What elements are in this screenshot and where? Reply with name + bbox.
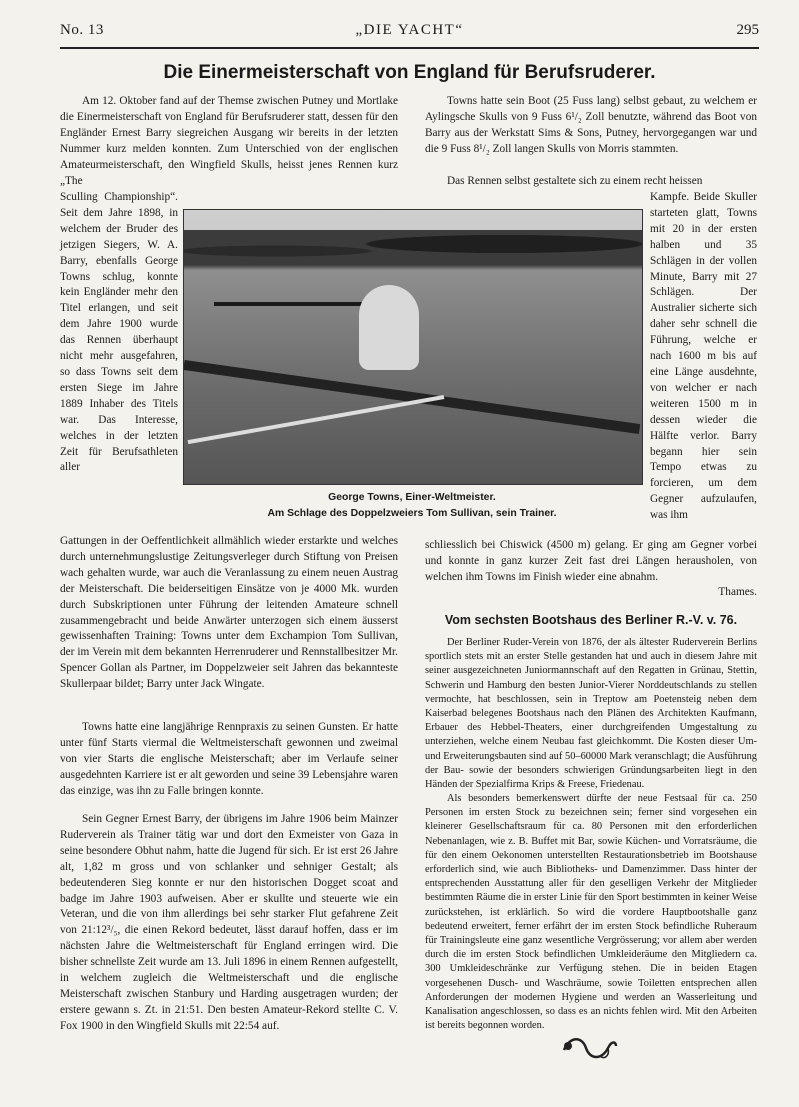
second-article-title: Vom sechsten Bootshaus des Berliner R.-V. v. 76. bbox=[444, 613, 738, 627]
magazine-name: „DIE YACHT“ bbox=[355, 22, 464, 38]
boathouse-paragraph-2: Als besonders bemerkenswert dürfte der neue Festsaal für ca. 250 Personen im ersten Stock zu bezeichnen sein; ferner sind vorgesehen ein kleinerer Gesellschaftsraum für ca. 80 Personen mit den erforderlichen Nebenanlagen, wie z. B. Buffet mit Bar, sowie Küchen- und Vorratsräume, die für den einem Oekonomen unterstellten Restaurationsbetrieb im Bootshause erforderlich sind, wie auch Bibliotheks- und Damenzimmer. Dass hinter der entsprechenden Ausstattung aller für den geselligen Verkehr der Mitglieder bestimmten Räume die in erster Linie für den Sport bestimmten in keiner Weise zurückstehen, ist erklärlich. So wird die vordere Hauptbootshalle ganz bedeutend erweitert, ferner erfährt der im ersten Stock befindliche Ruheraum für Trainingsleute eine ganz wesentliche Vergrösserung; vor allem aber werden durch die im ersten Stock befindlichen Umkleideräume den Mitgliedern ca. 300 Umkleideschränke zur Verfügung stehen. Die in beiden Etagen vorgesehenen Dusch- und Waschräume, sowie Toiletten entsprechen allen Anforderungen der modernen Hygiene und werden an Wasserleitung und Kanalisation angeschlossen, so dass es an nichts fehlen wird. Mit den Arbeiten ist bereits begonnen worden. bbox=[425, 793, 757, 1032]
photo-single-scull bbox=[183, 360, 640, 434]
page-header bbox=[60, 22, 759, 46]
right-narrow-paragraph: Kampfe. Beide Skuller starteten glatt, Towns mit 20 in der ersten halben und 35 Schlägen in der vollen Minute, Barry mit 27 Schlägen. Der Australier sicherte sich daher sehr schnell die Führung, welche er nach 1600 m bis auf eine Länge ausdehnte, von welcher er nach weiteren 1500 m in dessen wieder die Hälfte verlor. Barry begann hier sein Tempo etwas zu forcieren, um dem Gegner aufzulaufen, was ihm bbox=[650, 191, 757, 522]
boathouse-paragraph-1: Der Berliner Ruder-Verein von 1876, der als ältester Ruderverein Berlins sportlich stets mit an erster Stelle gestanden hat und auch in diesem Jahre mit seiner ausgezeichneten Juniormannschaft auf den Regatten in Grünau, Stettin, Schwerin und Hamburg den besten Junior-Vierer Norddeutschlands zu stellen vermochte, hat beschlossen, sein in Treptow am Poetensteig neben dem Kaiserbad belegenes Bootshaus nach den Plänen des Architekten Kaufmann, Erbauer des Hebbel-Theaters, einer durchgreifenden Umgestaltung zu unterziehen, welche einem Neubau fast gleichkommt. Die Kosten dieser Um- und Erweiterungsbauten sind auf 50–60000 Mark veranschlagt; die Ausführung der Bau- sowie der besonders schwierigen Gründungsarbeiten liegt in den Händen der Spezialfirma Krips & Freese, Friedenau. bbox=[425, 637, 757, 791]
left-paragraph-2: Towns hatte eine langjährige Rennpraxis zu seinen Gunsten. Er hatte unter fünf Starts viermal die Weltmeisterschaft gewonnen und zweimal von vier Starts die englische Meisterschaft; aber im Verlaufe seiner ausgedehnten Karriere ist er alt geworden und seine 39 Lebensjahre waren das einzige, was ihn zu Falle bringen konnte. bbox=[60, 721, 398, 797]
article-author: Thames. bbox=[718, 586, 757, 598]
photo-oar bbox=[188, 395, 445, 444]
left-intro-paragraph: Am 12. Oktober fand auf der Themse zwischen Putney und Mortlake die Einermeisterschaft von England für Berufsruderer statt, dessen für den Engländer Ernest Barry siegreichen Ausgang wir bereits in der letzten Nummer kurz melden konnten. Zum Unterschied von der englischen Amateurmeisterschaft, den Wingfield Skulls, heisst jenes Rennen kurz „The bbox=[60, 95, 398, 187]
rower-photo bbox=[183, 209, 643, 485]
photo-rower bbox=[359, 285, 419, 370]
page-number: 295 bbox=[736, 22, 759, 38]
left-paragraph-1: Gattungen in der Oeffentlichkeit allmählich wieder erstarkte und welches durch unternehmungslustige Zeitungsverleger durch Stiftung von Preisen wach gehalten wurde, war auch die Veranlassung zu einem neuen Austrag der Meisterschaft. Die beiderseitigen Einsätze von je 4000 Mk. wurden durch Subskriptionen unter Führung der leitenden Amateure schnell zusammengebracht und beide Anwärter unterzogen sich einem äusserst gewissenhaften Training: Towns unter dem Exchampion Tom Sullivan, der im Verein mit dem bekannten Herrenruderer und Rennstallbesitzer Mr. Spencer Gollan als Partner, im Doppelzweier seit Jahren das bekannteste Skullerpaar bildet; Barry unter Jack Wingate. bbox=[60, 535, 398, 691]
photo-caption-2: Am Schlage des Doppelzweiers Tom Sullivan, sein Trainer. bbox=[267, 508, 557, 519]
issue-number: No. 13 bbox=[60, 22, 104, 38]
right-paragraph-2: Das Rennen selbst gestaltete sich zu einem recht heissen bbox=[447, 175, 703, 187]
left-narrow-paragraph: Sculling Championship“. Seit dem Jahre 1898, in welchem der Bruder des jetzigen Siegers, W. A. Barry, ebenfalls George Towns schlug, konnte kein Engländer mehr den Titel erlangen, und seit dem Jahre 1900 wurde das Rennen überhaupt nicht mehr ausgefahren, so dass Towns seit dem ersten Siege im Jahre 1889 Inhaber des Titels war. Das Interesse, welches in der letzten Zeit für Berufsathleten aller bbox=[60, 191, 178, 474]
article-title: Die Einermeisterschaft von England für Berufsruderer. bbox=[163, 62, 656, 83]
header-rule bbox=[60, 47, 759, 49]
right-paragraph-1: Towns hatte sein Boot (25 Fuss lang) selbst gebaut, zu welchem er Aylingsche Skulls von 9 Fuss 6¹/₂ Zoll benutzte, während das Boot von Barry aus der Werkstatt Sims & Sons, Putney, hervorgegangen war und die 9 Fuss 8¹/₂ Zoll langen Skulls von Morris stammten. bbox=[425, 95, 757, 155]
sea-serpent-ornament-icon bbox=[560, 1030, 620, 1066]
left-paragraph-3: Sein Gegner Ernest Barry, der übrigens im Jahre 1906 beim Mainzer Ruderverein als Trainer tätig war und dort den Exmeister von Gaza in seine besondere Obhut nahm, hatte die Jugend für sich. Er ist erst 26 Jahre alt, 1,82 m gross und von schlanker und sehniger Gestalt; als bedeutenderen Sieg konnte er nur den historischen Dogget scoat and badge im Jahre 1903 aufweisen. Aber er skullte und steuerte wie ein Veteran, und die von ihm allerdings bei sehr starker Flut gefahrene Zeit von 21:12³/₅, die einen Rekord bedeutet, lässt darauf hoffen, dass er im nächsten Jahre die Weltmeisterschaft für England erringen wird. Die bisher schnellste Zeit wurde am 13. Juli 1896 in einem Rennen aufgestellt, in welchem zugleich die Weltmeisterschaft und die englische Meisterschaft zwischen Stanbury und Harding ausgetragen wurden; der erstere gewann s. Zt. in 21:51. Den besten Amateur-Rekord stellte C. V. Fox 1900 in den Wingfield Skulls mit 22:54 auf. bbox=[60, 813, 398, 1032]
right-paragraph-3: schliesslich bei Chiswick (4500 m) gelang. Er ging am Gegner vorbei und konnte in ganz kurzer Zeit fast drei Längen herausholen, von welchen ihm Towns im Finish wieder eine abnahm. bbox=[425, 539, 757, 583]
photo-treeline bbox=[184, 230, 642, 265]
photo-caption-1: George Towns, Einer-Weltmeister. bbox=[328, 492, 496, 503]
